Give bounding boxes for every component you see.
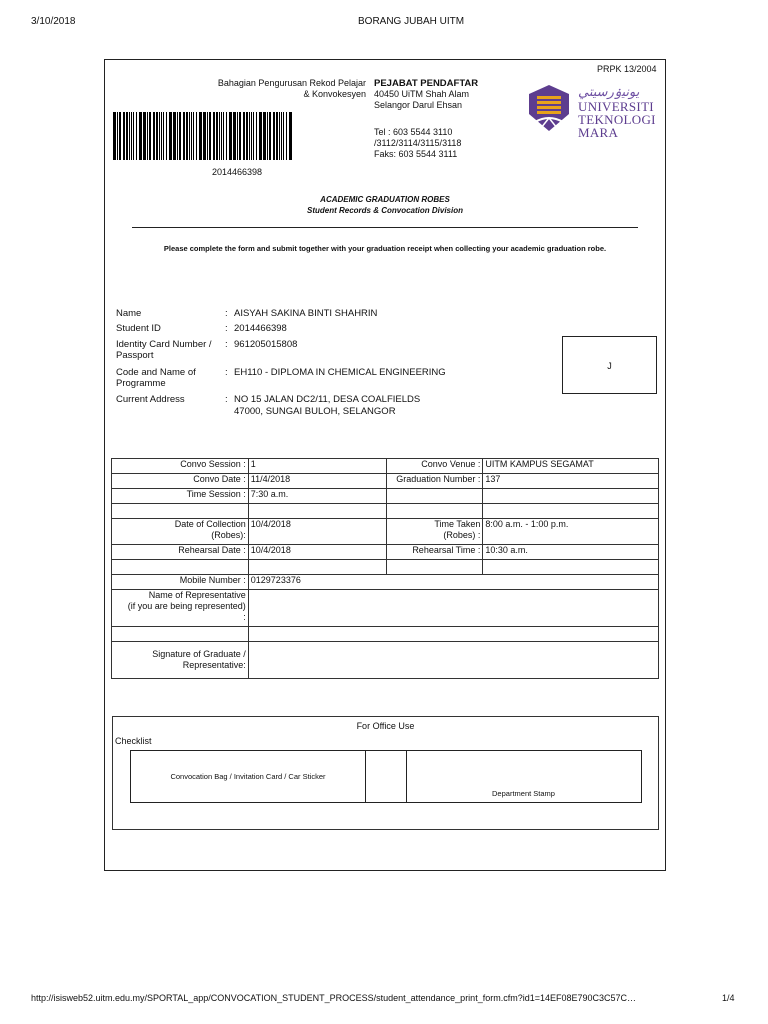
rehearsal-time-value: 10:30 a.m. xyxy=(483,545,659,560)
barcode-bar xyxy=(256,112,257,160)
collection-label-line1: Date of Collection xyxy=(174,519,246,529)
barcode-bar xyxy=(273,112,275,160)
sig-label-line1: Signature of Graduate / xyxy=(152,649,246,659)
empty-cell xyxy=(248,627,658,642)
office-use-title: For Office Use xyxy=(356,721,415,731)
table-row xyxy=(112,504,659,519)
barcode xyxy=(113,112,301,160)
barcode-bar xyxy=(243,112,245,160)
rep-label-line3: : xyxy=(243,612,246,622)
logo-line2: TEKNOLOGI xyxy=(578,112,656,127)
office-fax: Faks: 603 5544 3111 xyxy=(374,149,458,159)
programme-label-line2: Programme xyxy=(116,378,166,389)
barcode-bar xyxy=(226,112,227,160)
ic-label-line1: Identity Card Number / xyxy=(116,339,212,350)
barcode-bar xyxy=(143,112,146,160)
uitm-crest-icon xyxy=(527,84,571,132)
barcode-bar xyxy=(239,112,241,160)
table-row xyxy=(112,519,659,545)
table-row xyxy=(112,627,659,642)
barcode-bar xyxy=(203,112,206,160)
barcode-bar xyxy=(216,112,218,160)
collection-label-line2: (Robes): xyxy=(211,530,246,540)
barcode-bar xyxy=(269,112,271,160)
address-colon: : xyxy=(225,394,228,405)
barcode-bar xyxy=(196,112,197,160)
division-line1: Bahagian Pengurusan Rekod Pelajar xyxy=(217,78,366,88)
empty-cell xyxy=(386,489,483,504)
barcode-bar xyxy=(153,112,155,160)
empty-cell xyxy=(248,560,386,575)
footer-url[interactable]: http://isisweb52.uitm.edu.my/SPORTAL_app/CONVOCATION_STUDENT_PROCESS/student_attendance_print_form.cfm?id1=14EF08E790C3C57C… xyxy=(31,993,637,1003)
convo-venue-label: Convo Venue : xyxy=(386,459,483,474)
sig-label-line2: Representative: xyxy=(182,660,246,670)
rep-label-line2: (if you are being represented) xyxy=(127,601,246,611)
department-stamp-label: Department Stamp xyxy=(492,789,555,798)
barcode-bar xyxy=(259,112,262,160)
uitm-logo xyxy=(578,84,656,139)
barcode-bar xyxy=(177,112,178,160)
empty-cell xyxy=(248,504,386,519)
form-title: ACADEMIC GRADUATION ROBES xyxy=(320,195,450,204)
barcode-bar xyxy=(281,112,282,160)
ic-colon: : xyxy=(225,339,228,350)
barcode-bar xyxy=(156,112,158,160)
form-code: PRPK 13/2004 xyxy=(597,64,657,74)
instruction-text: Please complete the form and submit together with your graduation receipt when collecting your academic graduation robe. xyxy=(163,244,607,253)
barcode-bar xyxy=(229,112,232,160)
table-row xyxy=(112,575,659,590)
barcode-bar xyxy=(223,112,224,160)
barcode-bar xyxy=(183,112,185,160)
robe-size-box: J xyxy=(562,336,657,394)
convo-date-label: Convo Date : xyxy=(112,474,249,489)
office-use-box xyxy=(112,716,659,830)
barcode-bar xyxy=(139,112,142,160)
address-line1: NO 15 JALAN DC2/11, DESA COALFIELDS xyxy=(234,394,421,405)
barcode-bar xyxy=(163,112,164,160)
barcode-bar xyxy=(179,112,181,160)
division-line2: & Konvokesyen xyxy=(303,89,366,99)
barcode-bar xyxy=(186,112,188,160)
representative-value xyxy=(248,590,658,627)
time-session-value: 7:30 a.m. xyxy=(248,489,386,504)
barcode-bar xyxy=(136,112,137,160)
barcode-bar xyxy=(169,112,172,160)
barcode-bar xyxy=(279,112,280,160)
barcode-bar xyxy=(233,112,236,160)
collection-date-value: 10/4/2018 xyxy=(248,519,386,545)
graduation-number-value: 137 xyxy=(483,474,659,489)
programme-value: EH110 - DIPLOMA IN CHEMICAL ENGINEERING xyxy=(234,367,446,378)
table-row xyxy=(112,489,659,504)
mobile-number-value: 0129723376 xyxy=(248,575,658,590)
name-colon: : xyxy=(225,308,228,319)
barcode-bar xyxy=(199,112,202,160)
checklist-items: Convocation Bag / Invitation Card / Car Sticker xyxy=(170,772,326,781)
rehearsal-date-label: Rehearsal Date : xyxy=(112,545,249,560)
table-row xyxy=(112,545,659,560)
ic-label-line2: Passport xyxy=(116,350,154,361)
barcode-bar xyxy=(117,112,118,160)
rep-label-line1: Name of Representative xyxy=(148,590,246,600)
address-line2: 47000, SUNGAI BULOH, SELANGOR xyxy=(234,406,396,417)
empty-cell xyxy=(112,560,249,575)
logo-jawi: ﻳﻮﻧﻴۏﺭﺳﻴﺘﻲ xyxy=(578,84,640,99)
empty-cell xyxy=(483,504,659,519)
logo-line3: MARA xyxy=(578,125,619,140)
barcode-bar xyxy=(119,112,121,160)
empty-cell xyxy=(112,627,249,642)
form-subtitle: Student Records & Convocation Division xyxy=(306,206,463,215)
representative-label xyxy=(112,590,249,627)
barcode-bar xyxy=(253,112,254,160)
name-value: AISYAH SAKINA BINTI SHAHRIN xyxy=(234,308,378,319)
student-id-colon: : xyxy=(225,323,228,334)
empty-cell xyxy=(386,504,483,519)
student-id-value: 2014466398 xyxy=(234,323,287,334)
office-tel1: Tel : 603 5544 3110 xyxy=(374,127,453,137)
barcode-bar xyxy=(133,112,134,160)
table-row xyxy=(112,642,659,679)
time-session-label: Time Session : xyxy=(112,489,249,504)
checklist-box xyxy=(130,750,642,803)
barcode-bar xyxy=(219,112,220,160)
print-date: 3/10/2018 xyxy=(31,16,76,27)
division-name xyxy=(204,78,366,100)
programme-colon: : xyxy=(225,367,228,378)
print-title: BORANG JUBAH UITM xyxy=(358,16,465,27)
office-line2: Selangor Darul Ehsan xyxy=(374,100,463,110)
barcode-bar xyxy=(173,112,176,160)
signature-label xyxy=(112,642,249,679)
checklist-tick-cell xyxy=(365,751,407,802)
office-address xyxy=(374,78,478,160)
convo-venue-value: UITM KAMPUS SEGAMAT xyxy=(483,459,659,474)
barcode-bar xyxy=(191,112,192,160)
address-value xyxy=(234,394,420,418)
table-row xyxy=(112,590,659,627)
barcode-bar xyxy=(166,112,167,160)
convo-session-value: 1 xyxy=(248,459,386,474)
address-label: Current Address xyxy=(116,394,185,405)
barcode-bar xyxy=(207,112,208,160)
convocation-details-table xyxy=(111,458,659,679)
signature-value xyxy=(248,642,658,679)
empty-cell xyxy=(112,504,249,519)
mobile-number-label: Mobile Number : xyxy=(112,575,249,590)
empty-cell xyxy=(483,489,659,504)
barcode-bar xyxy=(189,112,190,160)
barcode-bar xyxy=(113,112,116,160)
convo-date-value: 11/4/2018 xyxy=(248,474,386,489)
barcode-bar xyxy=(251,112,252,160)
empty-cell xyxy=(483,560,659,575)
barcode-bar xyxy=(221,112,222,160)
programme-label-line1: Code and Name of xyxy=(116,367,196,378)
barcode-bar xyxy=(249,112,250,160)
barcode-bar xyxy=(283,112,284,160)
name-label: Name xyxy=(116,308,142,319)
barcode-bar xyxy=(213,112,215,160)
ic-value: 961205015808 xyxy=(234,339,298,350)
footer-page-number: 1/4 xyxy=(722,993,735,1003)
barcode-bar xyxy=(161,112,162,160)
title-divider xyxy=(132,227,638,228)
barcode-bar xyxy=(246,112,248,160)
barcode-bar xyxy=(286,112,287,160)
barcode-bar xyxy=(193,112,194,160)
time-taken-value: 8:00 a.m. - 1:00 p.m. xyxy=(483,519,659,545)
collection-date-label xyxy=(112,519,249,545)
student-id-label: Student ID xyxy=(116,323,161,334)
barcode-bar xyxy=(131,112,132,160)
convo-session-label: Convo Session : xyxy=(112,459,249,474)
rehearsal-date-value: 10/4/2018 xyxy=(248,545,386,560)
barcode-bar xyxy=(289,112,292,160)
ic-label xyxy=(116,339,212,361)
barcode-bar xyxy=(237,112,238,160)
barcode-bar xyxy=(149,112,151,160)
barcode-bar xyxy=(159,112,160,160)
barcode-number: 2014466398 xyxy=(212,167,263,177)
barcode-bar xyxy=(123,112,125,160)
office-tel2: /3112/3114/3115/3118 xyxy=(374,138,462,148)
barcode-bar xyxy=(147,112,148,160)
programme-label xyxy=(116,367,196,389)
office-name: PEJABAT PENDAFTAR xyxy=(374,78,479,89)
rehearsal-time-label: Rehearsal Time : xyxy=(386,545,483,560)
barcode-bar xyxy=(276,112,278,160)
empty-cell xyxy=(386,560,483,575)
barcode-bar xyxy=(126,112,128,160)
time-taken-label-line2: (Robes) : xyxy=(443,530,481,540)
checklist-label: Checklist xyxy=(115,736,152,746)
office-line1: 40450 UiTM Shah Alam xyxy=(374,89,470,99)
time-taken-label xyxy=(386,519,483,545)
time-taken-label-line1: Time Taken xyxy=(434,519,481,529)
barcode-bar xyxy=(129,112,130,160)
table-row xyxy=(112,459,659,474)
table-row xyxy=(112,474,659,489)
table-row xyxy=(112,560,659,575)
barcode-bar xyxy=(209,112,211,160)
barcode-bar xyxy=(263,112,266,160)
barcode-bar xyxy=(267,112,268,160)
graduation-number-label: Graduation Number : xyxy=(386,474,483,489)
logo-line1: UNIVERSITI xyxy=(578,99,654,114)
